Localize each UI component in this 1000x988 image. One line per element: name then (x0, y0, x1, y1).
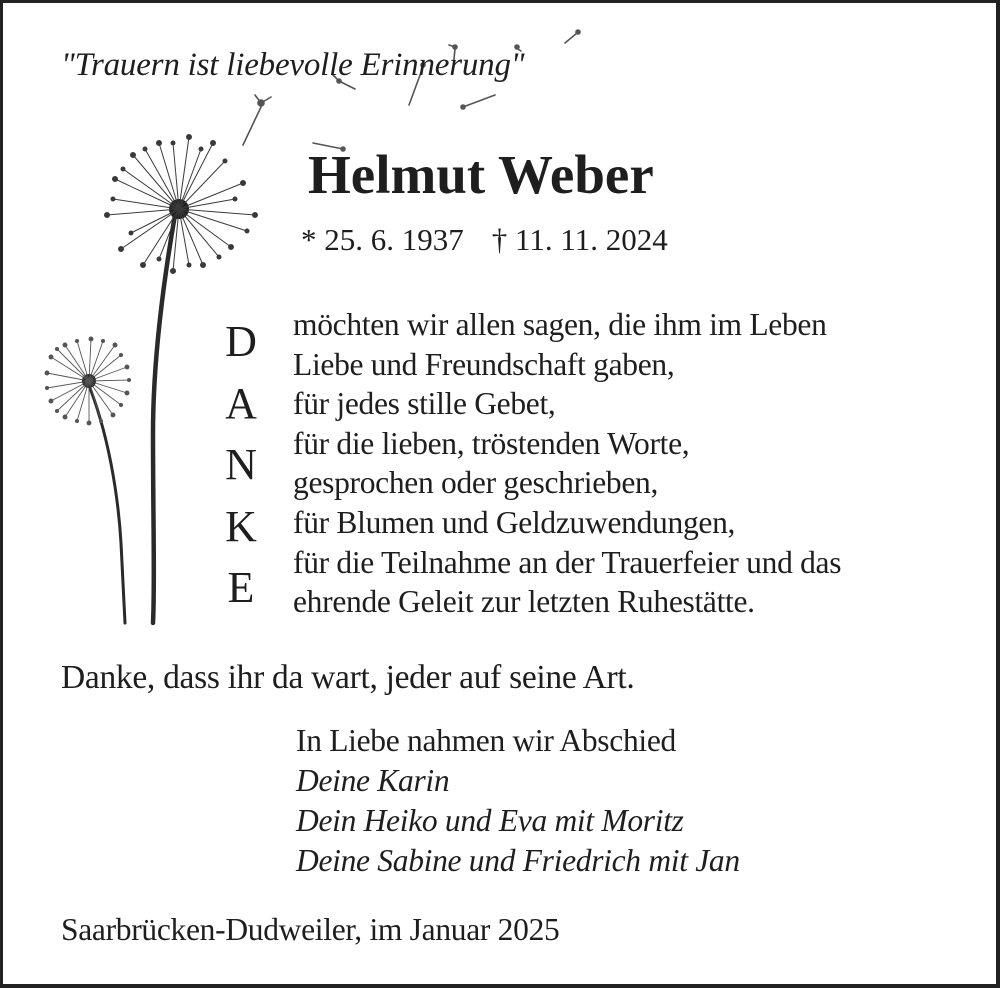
born-symbol: * (301, 222, 317, 257)
danke-line: für die Teilnahme an der Trauerfeier und das (293, 544, 842, 580)
danke-line: für die lieben, tröstenden Worte, (293, 425, 690, 461)
deceased-name: Helmut Weber (308, 144, 654, 205)
acrostic-letter: D (225, 317, 257, 366)
farewell-text: In Liebe nahmen wir Abschied (296, 723, 676, 758)
obituary-card (3, 3, 996, 984)
danke-line: für Blumen und Geldzuwendungen, (293, 504, 736, 540)
acrostic-letter: A (225, 378, 257, 428)
place-date: Saarbrücken-Dudweiler, im Januar 2025 (61, 912, 560, 947)
signature: Deine Sabine und Friedrich mit Jan (296, 843, 740, 878)
born-date: 25. 6. 1937 (324, 222, 464, 257)
signature: Dein Heiko und Eva mit Moritz (296, 803, 684, 838)
life-dates (301, 222, 668, 258)
died-date: 11. 11. 2024 (515, 222, 668, 257)
acrostic-letter: N (225, 440, 257, 489)
danke-line: möchten wir allen sagen, die ihm im Leben (293, 307, 827, 342)
danke-text (293, 305, 841, 622)
danke-line: für jedes stille Gebet, (293, 386, 556, 422)
motto-quote: "Trauern ist liebevolle Erinnerung" (61, 47, 525, 83)
danke-line: gesprochen oder geschrieben, (293, 465, 659, 501)
cross-icon: † (491, 222, 508, 257)
danke-line: Liebe und Freundschaft gaben, (293, 346, 675, 382)
acrostic-letter: E (227, 563, 255, 612)
danke-acrostic (215, 317, 267, 625)
signature: Deine Karin (296, 763, 450, 798)
signoff-block (296, 721, 740, 881)
thanks-line: Danke, dass ihr da wart, jeder auf seine Art. (61, 659, 635, 696)
danke-line: ehrende Geleit zur letzten Ruhestätte. (293, 584, 755, 620)
acrostic-letter: K (225, 501, 257, 551)
